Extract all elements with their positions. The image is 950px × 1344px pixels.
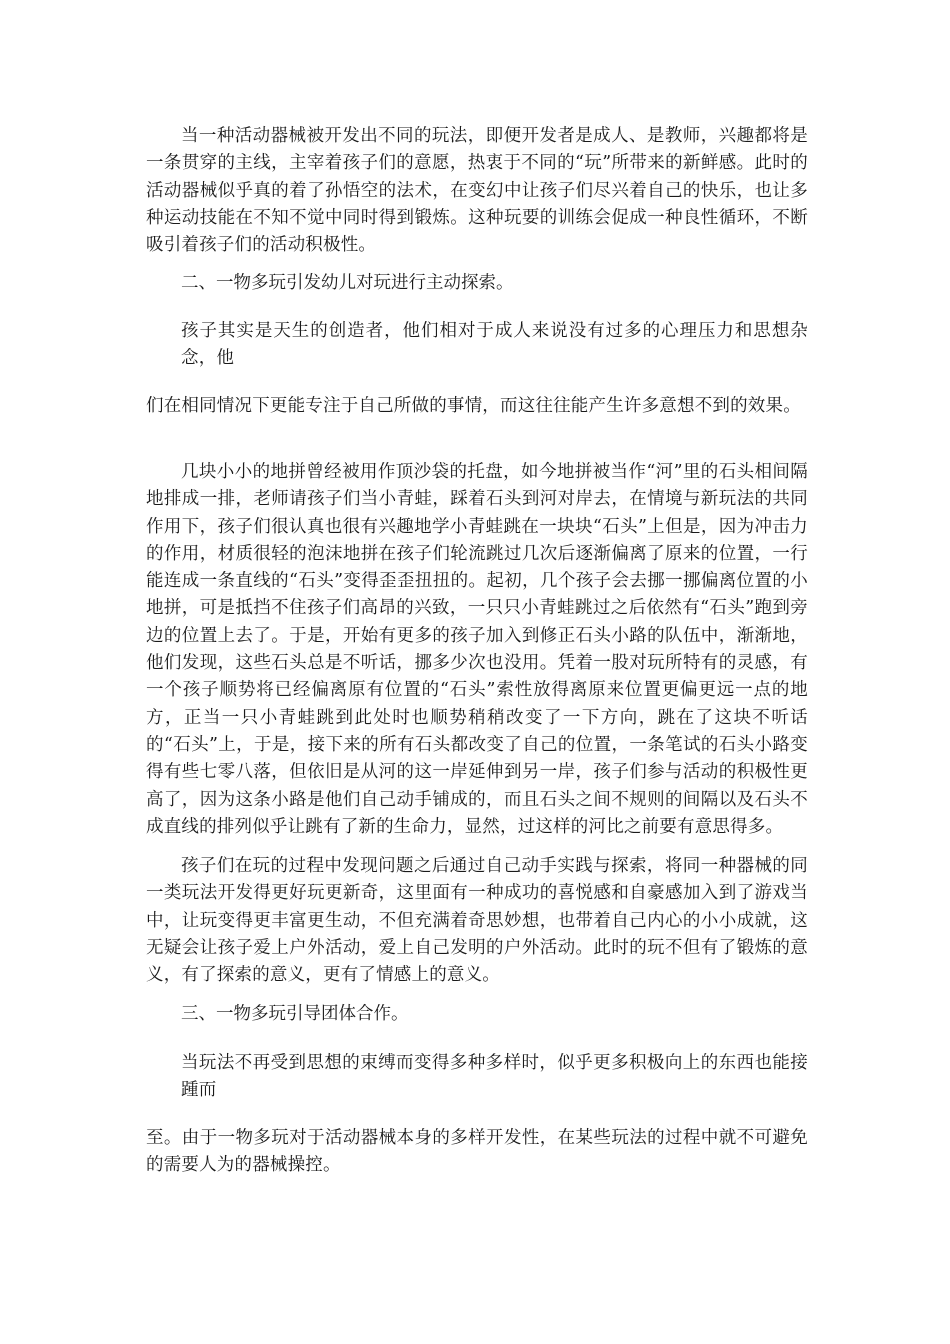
paragraph-3: 几块小小的地拼曾经被用作顶沙袋的托盘，如今地拼被当作“河”里的石头相间隔地排成一排，老师请孩子们当小青蛙，踩着石头到河对岸去，在情境与新玩法的共同作用下，孩子们很认真也很有兴趣地学小青蛙跳在一块块“石头”上但是，因为冲击力的作用，材质很轻的泡沫地拼在孩子们轮流跳过几次后逐渐偏离了原来的位置，一行能连成一条直线的“石头”变得歪歪扭扭的。起初，几个孩子会去挪一挪偏离位置的小地拼，可是抵挡不住孩子们高昂的兴致，一只只小青蛙跳过之后依然有“石头”跑到旁边的位置上去了。于是，开始有更多的孩子加入到修正石头小路的队伍中，渐渐地，他们发现，这些石头总是不听话，挪多少次也没用。凭着一股对玩所特有的灵感，有一个孩子顺势将已经偏离原有位置的“石头”索性放得离原来位置更偏更远一点的地方，正当一只小青蛙跳到此处时也顺势稍稍改变了一下方向，跳在了这块不听话的“石头”上，于是，接下来的所有石头都改变了自己的位置，一条笔试的石头小路变得有些七零八落，但依旧是从河的这一岸延伸到另一岸，孩子们参与活动的积极性更高了，因为这条小路是他们自己动手铺成的，而且石头之间不规则的间隔以及石头不成直线的排列似乎让跳有了新的生命力，显然，过这样的河比之前要有意思得多。: [146, 462, 808, 837]
section-heading-3: 三、一物多玩引导团体合作。: [181, 1004, 409, 1024]
paragraph-5a: 当玩法不再受到思想的束缚而变得多种多样时，似乎更多积极向上的东西也能接踵而: [181, 1053, 808, 1101]
paragraph-2b: 们在相同情况下更能专注于自己所做的事情，而这往往能产生许多意想不到的效果。: [146, 396, 801, 416]
paragraph-4: 孩子们在玩的过程中发现问题之后通过自己动手实践与探索，将同一种器械的同一类玩法开发得更好玩更新奇，这里面有一种成功的喜悦感和自豪感加入到了游戏当中，让玩变得更丰富更生动，不但充满着奇思妙想，也带着自己内心的小小成就，这无疑会让孩子爱上户外活动，爱上自己发明的户外活动。此时的玩不但有了锻炼的意义，有了探索的意义，更有了情感上的意义。: [146, 856, 808, 986]
section-heading-2: 二、一物多玩引发幼儿对玩进行主动探索。: [181, 273, 514, 293]
paragraph-1: 当一种活动器械被开发出不同的玩法，即便开发者是成人、是教师，兴趣都将是一条贯穿的主线，主宰着孩子们的意愿，热衷于不同的“玩”所带来的新鲜感。此时的活动器械似乎真的着了孙悟空的法术，在变幻中让孩子们尽兴着自己的快乐，也让多种运动技能在不知不觉中同时得到锻炼。这种玩要的训练会促成一种良性循环，不断吸引着孩子们的活动积极性。: [146, 126, 808, 256]
paragraph-5b: 至。由于一物多玩对于活动器械本身的多样开发性，在某些玩法的过程中就不可避免的需要人为的器械操控。: [146, 1128, 808, 1176]
paragraph-2a: 孩子其实是天生的创造者，他们相对于成人来说没有过多的心理压力和思想杂念，他: [181, 321, 808, 369]
